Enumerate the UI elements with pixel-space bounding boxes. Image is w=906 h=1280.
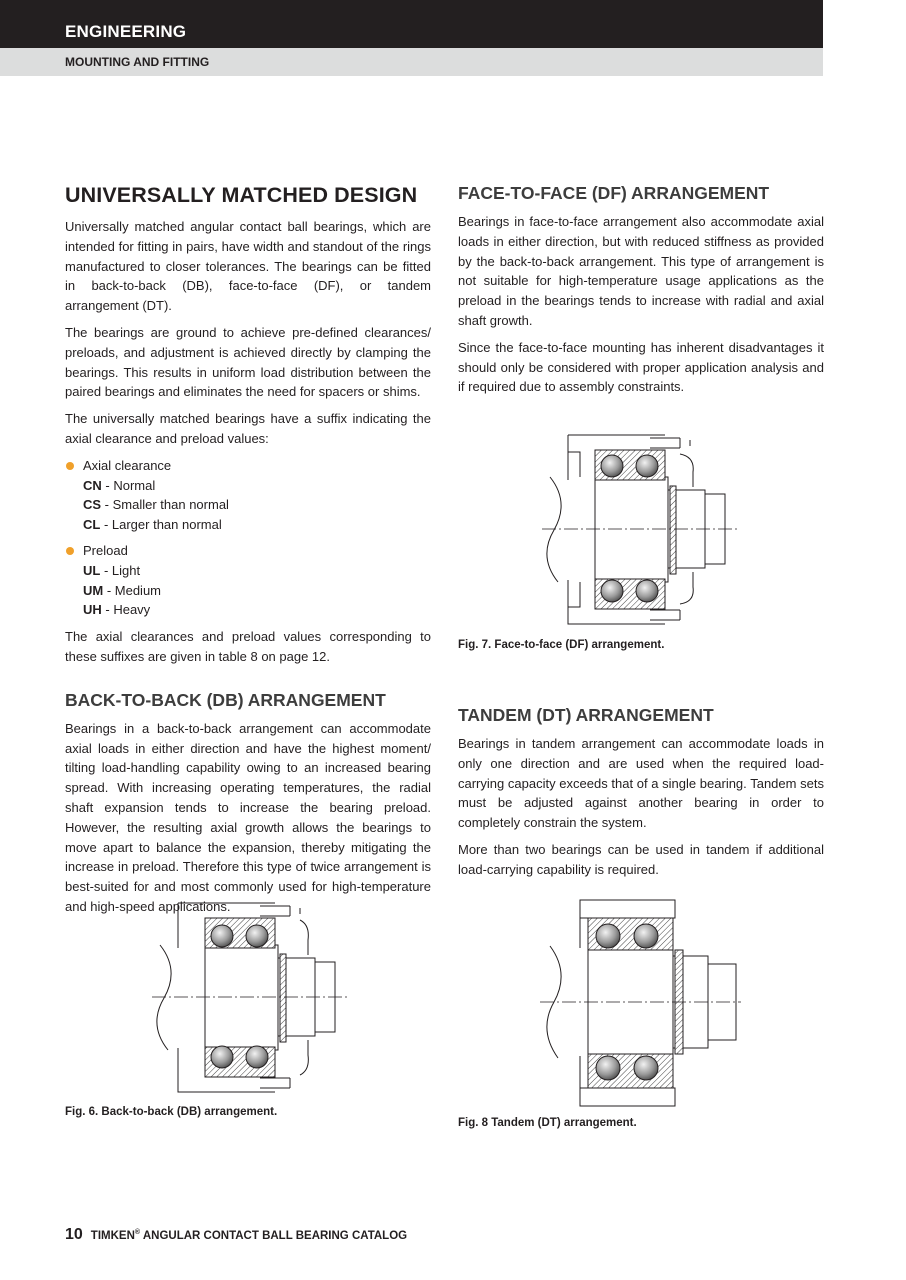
- suffix-list: [65, 456, 431, 620]
- paragraph: Bearings in tandem arrangement can accommodate loads in only one direction and are used when the required load-carrying capacity exceeds that of a single bearing. Tandem sets must be adjusted against another bearing in order to completely constrain the system.: [458, 736, 824, 831]
- brand-name: TIMKEN: [90, 1230, 135, 1242]
- subsection-title: MOUNTING AND FITTING: [65, 55, 210, 69]
- tandem-diagram: [538, 898, 743, 1110]
- bullet-icon: [66, 462, 74, 470]
- paragraph: Since the face-to-face mounting has inherent disadvantages it should only be considered with proper application analysis and if required due to assembly constraints.: [458, 339, 824, 395]
- paragraph: Universally matched angular contact ball bearings, which are intended for fitting in pairs, have width and standout of the rings manufactured to closer tolerances. The bearings can be fitted in back-to-back (DB), face-to-face (DF), or tandem arrangement (DT).: [65, 219, 431, 314]
- paragraph: More than two bearings can be used in tandem if additional load-carrying capability is required.: [458, 841, 824, 877]
- universally-matched-title: UNIVERSALLY MATCHED DESIGN: [65, 183, 418, 207]
- paragraph: The universally matched bearings have a suffix indicating the axial clearance and preload values:: [65, 411, 431, 446]
- subheader-bar: [0, 48, 823, 76]
- figure-caption: Fig. 8 Tandem (DT) arrangement.: [458, 1117, 637, 1129]
- figure-caption: Fig. 7. Face-to-face (DF) arrangement.: [458, 639, 665, 651]
- face-to-face-diagram: [540, 432, 740, 627]
- header-bar: [0, 0, 823, 48]
- tandem-section: [458, 704, 824, 887]
- right-column: [458, 182, 824, 404]
- section-title: ENGINEERING: [65, 22, 187, 41]
- face-to-face-title: FACE-TO-FACE (DF) ARRANGEMENT: [458, 183, 770, 203]
- list-item: Preload UL - Light UM - Medium UH - Heavy: [65, 541, 431, 620]
- left-column: [65, 182, 431, 924]
- back-to-back-title: BACK-TO-BACK (DB) ARRANGEMENT: [65, 689, 386, 710]
- figure-caption: Fig. 6. Back-to-back (DB) arrangement.: [65, 1106, 278, 1118]
- list-item: Axial clearance CN - Normal CS - Smaller than normal CL - Larger than normal: [65, 456, 431, 535]
- paragraph: Bearings in face-to-face arrangement also accommodate axial loads in either direction, but with reduced stiffness as provided by the back-to-back arrangement. This type of arrangement is not suitable for high-temperature usage applications as the preload in the bearings tends to increase with radial and axial shaft growth.: [458, 214, 824, 328]
- page-footer: [65, 1226, 407, 1244]
- paragraph: The bearings are ground to achieve pre-defined clearances/ preloads, and adjustment is achieved directly by clamping the bearings. This results in uniform load distribution between the paired bearings and eliminates the need for spacers or shims.: [65, 324, 431, 400]
- back-to-back-diagram: [150, 900, 350, 1095]
- paragraph: Bearings in a back-to-back arrangement can accommodate axial loads in either direction and have the highest moment/ tilting load-handling capability owing to an increased bearing spread. With increasing operating temperatures, the radial shaft expansion tends to increase the bearing preload. However, the resulting axial growth allows the bearings to move apart to balance the expansion, thereby mitigating the increase in preload. Therefore this type of twice arrangement is best-suited for and most commonly used for high-temperature and high-speed applications.: [65, 720, 431, 914]
- registered-mark: ®: [134, 1229, 141, 1237]
- catalog-title: ANGULAR CONTACT BALL BEARING CATALOG: [140, 1230, 408, 1242]
- tandem-title: TANDEM (DT) ARRANGEMENT: [458, 705, 714, 725]
- paragraph: The axial clearances and preload values corresponding to these suffixes are given in table 8 on page 12.: [65, 629, 431, 664]
- bullet-icon: [66, 547, 74, 555]
- page-number: 10: [65, 1226, 83, 1243]
